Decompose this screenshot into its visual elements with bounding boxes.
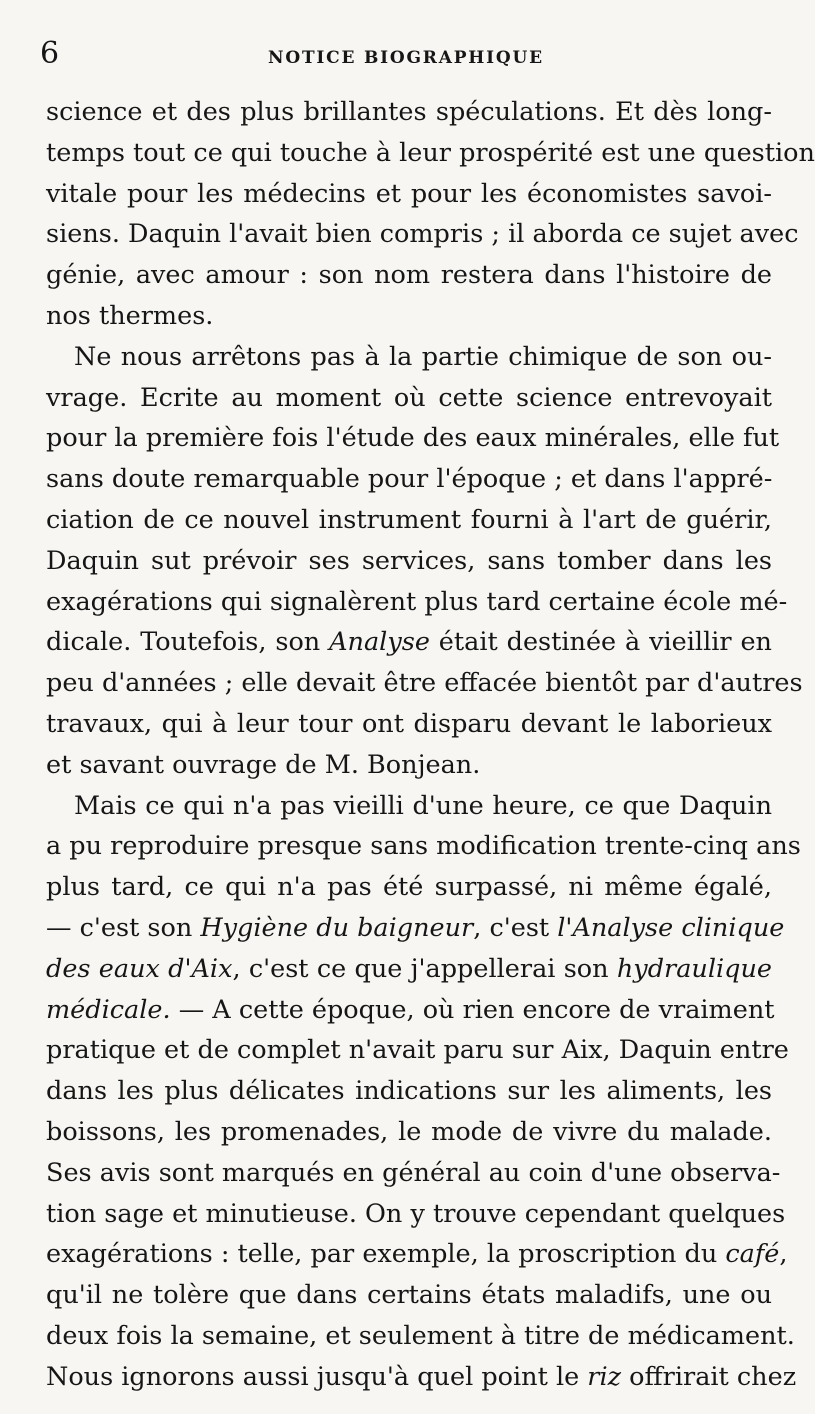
text-span: Nous ignorons aussi jusqu'à quel point le <box>46 1361 588 1392</box>
text-line <box>46 174 772 215</box>
text-span: Ne nous arrêtons pas à la partie chimique de son ou- <box>74 341 772 372</box>
text-span: tion sage et minutieuse. On y trouve cependant quelques <box>46 1198 786 1229</box>
text-line <box>46 541 772 582</box>
text-span: , c'est <box>473 912 558 943</box>
text-line <box>46 133 815 174</box>
text-span: exagérations qui signalèrent plus tard certaine école mé- <box>46 586 788 617</box>
text-span: génie, avec amour : son nom restera dans l'histoire de <box>46 260 772 291</box>
text-line <box>46 1194 786 1235</box>
text-line <box>46 1030 789 1071</box>
text-span: Ses avis sont marqués en général au coin d'une observa- <box>46 1157 781 1188</box>
italic-text: médicale. <box>46 994 171 1025</box>
page-number: 6 <box>40 36 60 71</box>
text-span: plus tard, ce qui n'a pas été surpassé, ni même égalé, <box>46 872 772 903</box>
italic-text: hydraulique <box>616 953 772 984</box>
text-span: Mais ce qui n'a pas vieilli d'une heure, ce que Daquin <box>74 790 772 821</box>
text-span: et savant ouvrage de M. Bonjean. <box>46 749 481 780</box>
text-line <box>46 990 775 1031</box>
text-line <box>46 500 772 541</box>
text-line <box>46 214 799 255</box>
text-span: , <box>779 1239 788 1270</box>
text-span: peu d'années ; elle devait être effacée bientôt par d'autres <box>46 668 803 699</box>
text-line <box>46 704 772 745</box>
text-span: exagérations : telle, par exemple, la proscription du <box>46 1239 726 1270</box>
text-span: vrage. Ecrite au moment où cette science entrevoyait <box>46 382 772 413</box>
text-span: dans les plus délicates indications sur les aliments, les <box>46 1076 772 1107</box>
text-line <box>46 582 788 623</box>
text-line <box>46 255 772 296</box>
text-line <box>46 1357 797 1398</box>
text-line <box>46 663 803 704</box>
text-line <box>46 1316 795 1357</box>
text-line <box>46 296 772 337</box>
text-span: pour la première fois l'étude des eaux minérales, elle fut <box>46 423 780 454</box>
text-line <box>46 745 772 786</box>
text-span: travaux, qui à leur tour ont disparu devant le laborieux <box>46 708 772 739</box>
text-span: — c'est son <box>46 912 201 943</box>
text-span: offrirait chez <box>621 1361 797 1392</box>
text-span: nos thermes. <box>46 300 214 331</box>
text-span: était destinée à vieillir en <box>429 627 772 658</box>
text-span: temps tout ce qui touche à leur prospérité est une question <box>46 137 815 168</box>
text-span: ciation de ce nouvel instrument fourni à l'art de guérir, <box>46 504 772 535</box>
text-line <box>46 622 772 663</box>
text-line <box>46 92 772 133</box>
text-span: boissons, les promenades, le mode de vivre du malade. <box>46 1116 772 1147</box>
page-header <box>0 30 800 70</box>
text-span: — A cette époque, où rien encore de vraiment <box>170 994 775 1025</box>
text-line <box>46 1112 772 1153</box>
text-line <box>46 1153 781 1194</box>
text-line <box>46 1275 772 1316</box>
text-line <box>46 949 772 990</box>
italic-text: Hygiène du baigneur <box>200 912 474 943</box>
text-line <box>46 908 785 949</box>
text-line <box>46 1234 788 1275</box>
text-span: vitale pour les médecins et pour les économistes savoi- <box>46 178 772 209</box>
text-span: , c'est ce que j'appellerai son <box>232 953 617 984</box>
text-line <box>46 786 772 827</box>
text-span: qu'il ne tolère que dans certains états maladifs, une ou <box>46 1280 772 1311</box>
italic-text: des eaux d'Aix <box>46 953 233 984</box>
text-span: deux fois la semaine, et seulement à titre de médicament. <box>46 1320 795 1351</box>
text-line <box>46 378 772 419</box>
italic-text: café <box>725 1239 780 1270</box>
text-span: Daquin sut prévoir ses services, sans tomber dans les <box>46 545 772 576</box>
text-span: a pu reproduire presque sans modification trente-cinq ans <box>46 831 801 862</box>
text-span: siens. Daquin l'avait bien compris ; il aborda ce sujet avec <box>46 219 799 250</box>
text-line <box>46 418 780 459</box>
text-line <box>46 459 772 500</box>
italic-text: Analyse <box>329 627 430 658</box>
text-span: sans doute remarquable pour l'époque ; et dans l'appré- <box>46 464 773 495</box>
text-line <box>46 826 801 867</box>
body-text <box>46 92 815 1398</box>
italic-text: riz <box>587 1361 622 1392</box>
text-line <box>46 337 772 378</box>
text-span: dicale. Toutefois, son <box>46 627 330 658</box>
italic-text: l'Analyse clinique <box>557 912 785 943</box>
text-line <box>46 1071 772 1112</box>
text-span: science et des plus brillantes spéculations. Et dès long- <box>46 97 772 127</box>
text-span: pratique et de complet n'avait paru sur Aix, Daquin entre <box>46 1035 789 1066</box>
text-line <box>46 867 772 908</box>
running-title: NOTICE BIOGRAPHIQUE <box>268 48 544 68</box>
